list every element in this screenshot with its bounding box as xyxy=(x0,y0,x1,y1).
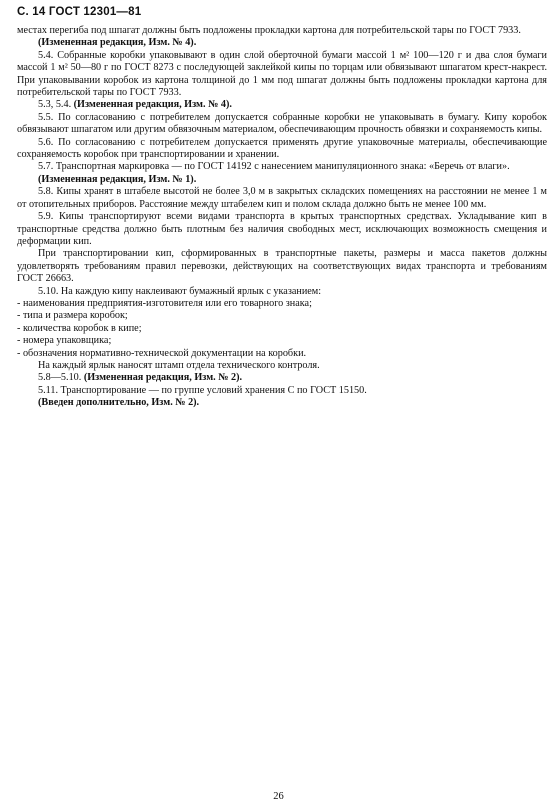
revision-note: (Измененная редакция, Изм. № 1). xyxy=(38,173,197,185)
clause-5-9: 5.9. Кипы транспортируют всеми видами транспорта в крытых транспортных средствах. Укладывание кип в транспортные средства должно быть плотным без наличия свободных мест, исключающих возможность смещения и деформации кип. xyxy=(17,211,547,247)
clause-5-5: 5.5. По согласованию с потребителем допускается собранные коробки не упаковывать в бумагу. Кипу коробок обвязывают шпагатом или другим обвязочным материалом, обеспечивающим прочность обвязки и сохраняемость кипы. xyxy=(17,111,547,136)
clause-reference: 5.8—5.10. xyxy=(38,372,82,384)
clause-5-6: 5.6. По согласованию с потребителем допускается применять другие упаковочные материалы, обеспечивающие сохраняемость коробок при транспортировании и хранении. xyxy=(17,136,547,161)
clause-5-7: 5.7. Транспортная маркировка — по ГОСТ 14192 с нанесением манипуляционного знака: «Беречь от влаги». xyxy=(38,161,510,173)
revision-note: (Измененная редакция, Изм. № 4). xyxy=(73,99,232,111)
clause-reference: 5.3, 5.4. xyxy=(38,99,72,111)
revision-note: (Измененная редакция, Изм. № 4). xyxy=(38,37,197,49)
list-item: - обозначения нормативно-технической документации на коробки. xyxy=(17,347,307,359)
clause-5-11: 5.11. Транспортирование — по группе условий хранения С по ГОСТ 15150. xyxy=(38,384,367,396)
revision-line xyxy=(17,372,547,384)
paragraph-continuation: местах перегиба под шпагат должны быть подложены прокладки картона для потребительской тары по ГОСТ 7933. xyxy=(17,25,521,36)
revision-note: (Введен дополнительно, Изм. № 2). xyxy=(38,397,200,409)
list-item: - наименования предприятия-изготовителя или его товарного знака; xyxy=(17,297,312,309)
revision-line xyxy=(17,99,547,111)
document-body xyxy=(17,25,547,410)
clause-5-10: 5.10. На каждую кипу наклеивают бумажный ярлык с указанием: xyxy=(38,285,322,297)
revision-note: (Измененная редакция, Изм. № 2). xyxy=(83,372,243,384)
list-item: - номера упаковщика; xyxy=(17,335,112,347)
page-number: 26 xyxy=(273,791,284,802)
clause-5-4: 5.4. Собранные коробки упаковывают в один слой оберточной бумаги массой 1 м² 100—120 г и два слоя бумаги массой 1 м² 50—80 г по ГОСТ 8273 с последующей заклейкой кипы по торцам или обвязывают шпагатом крест-накрест. При упаковывании коробок из картона толщиной до 1 мм под шпагат должны быть подложены прокладки картона для потребительской тары по ГОСТ 7933. xyxy=(17,49,547,99)
list-item: - типа и размера коробок; xyxy=(17,310,128,322)
clause-5-8: 5.8. Кипы хранят в штабеле высотой не более 3,0 м в закрытых складских помещениях на расстоянии не менее 1 м от отопительных приборов. Расстояние между штабелем кип и полом склада должно быть не менее 100 мм. xyxy=(17,186,547,210)
clause-5-9-continued: При транспортировании кип, сформированных в транспортные пакеты, размеры и масса пакетов должны удовлетворять требованиям правил перевозки, действующих на соответствующих видах транспорта и требованиям ГОСТ 26663. xyxy=(17,248,547,285)
label-stamp-note: На каждый ярлык наносят штамп отдела технического контроля. xyxy=(38,359,320,371)
list-item: - количества коробок в кипе; xyxy=(17,322,142,334)
page-header: С. 14 ГОСТ 12301—81 xyxy=(17,6,142,18)
